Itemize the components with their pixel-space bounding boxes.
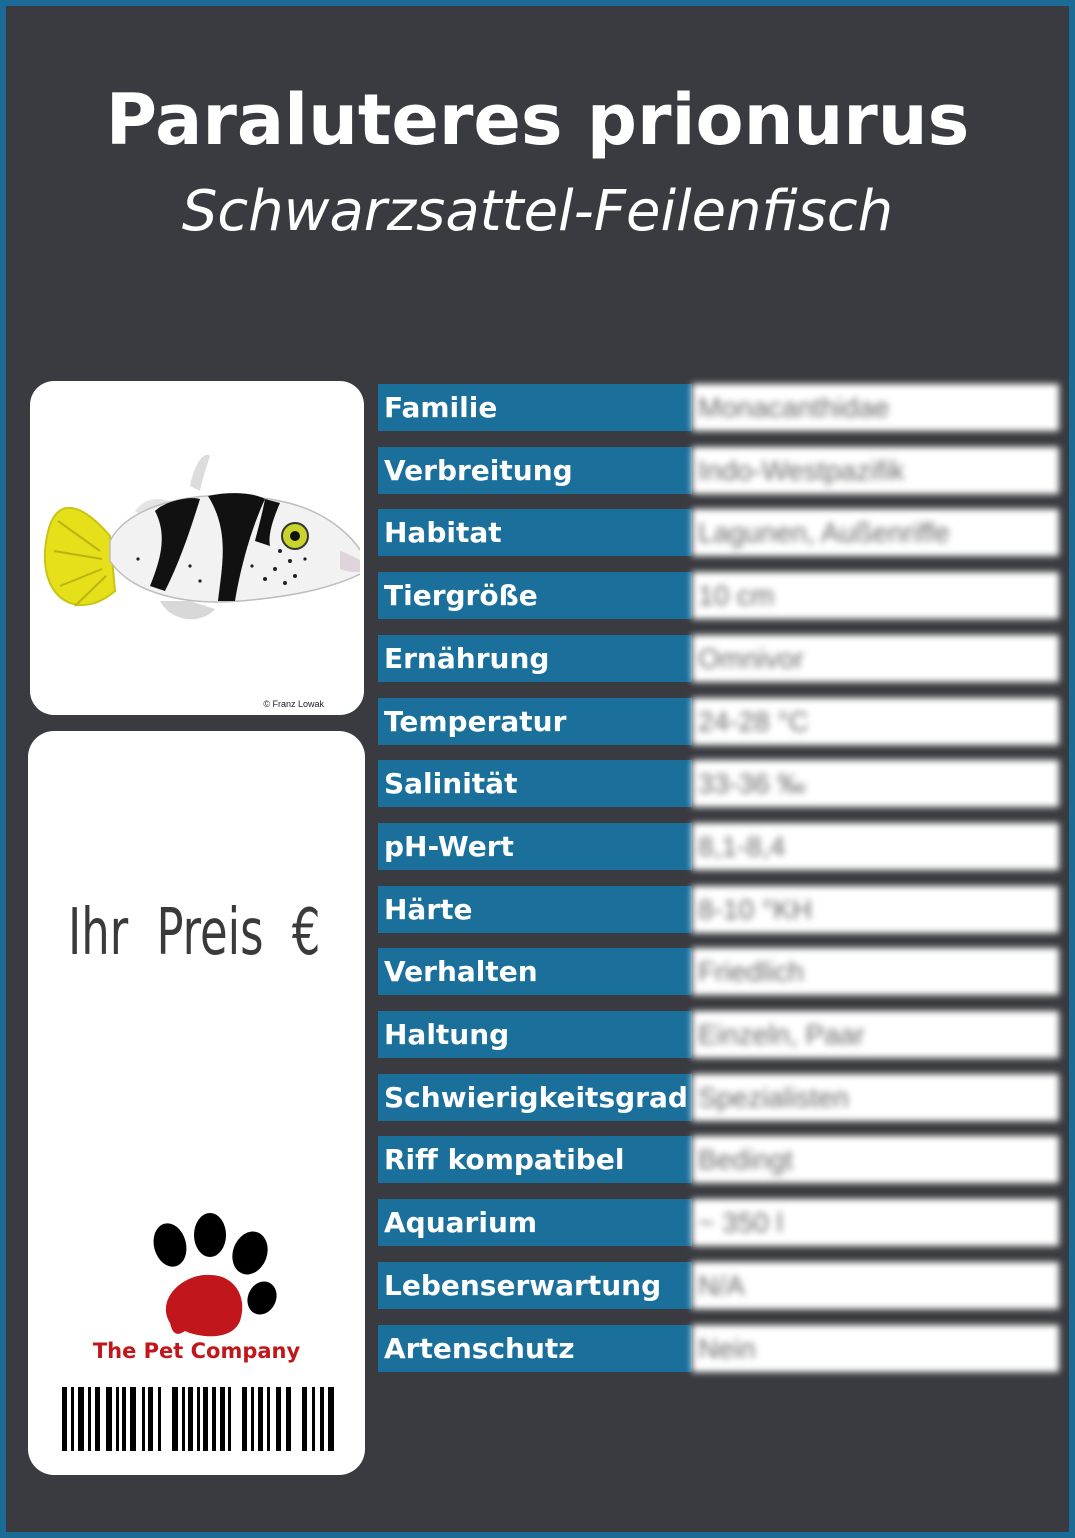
- fact-row: [378, 886, 1059, 933]
- fact-value: 8-10 °KH: [692, 886, 1059, 933]
- fish-illustration-icon: [40, 441, 360, 641]
- photo-credit: © Franz Lowak: [263, 699, 324, 709]
- species-common-name: Schwarzsattel-Feilenfisch: [181, 179, 894, 244]
- fact-value: Nein: [692, 1325, 1059, 1372]
- fact-value: Bedingt: [692, 1136, 1059, 1183]
- fact-row: [378, 1325, 1059, 1372]
- fact-value: 24-28 °C: [692, 698, 1059, 745]
- species-scientific-name: Paraluteres prionurus: [105, 79, 970, 161]
- fact-row: [378, 635, 1059, 682]
- fact-label: Ernährung: [378, 635, 692, 682]
- fact-value: Monacanthidae: [692, 384, 1059, 431]
- fact-row: [378, 1136, 1059, 1183]
- fact-label: Riff kompatibel: [378, 1136, 692, 1183]
- fact-label: Artenschutz: [378, 1325, 692, 1372]
- price-panel: [28, 731, 365, 1475]
- fact-label: Tiergröße: [378, 572, 692, 619]
- fact-value: 10 cm: [692, 572, 1059, 619]
- fact-row: [378, 823, 1059, 870]
- fact-value: 33-36 ‰: [692, 760, 1059, 807]
- price-label: Ihr Preis €: [68, 896, 321, 970]
- fact-value: Spezialisten: [692, 1074, 1059, 1121]
- fact-label: Aquarium: [378, 1199, 692, 1246]
- fact-label: Salinität: [378, 760, 692, 807]
- fact-row: [378, 384, 1059, 431]
- fact-label: Lebenserwartung: [378, 1262, 692, 1309]
- fact-value: Indo-Westpazifik: [692, 447, 1059, 494]
- fact-value: Einzeln, Paar: [692, 1011, 1059, 1058]
- fact-row: [378, 509, 1059, 556]
- fact-value: Lagunen, Außenriffe: [692, 509, 1059, 556]
- fact-row: [378, 1074, 1059, 1121]
- company-name: The Pet Company: [92, 1339, 301, 1363]
- fact-label: Verhalten: [378, 948, 692, 995]
- fact-row: [378, 698, 1059, 745]
- fact-value: ~ 350 l: [692, 1199, 1059, 1246]
- fact-label: Verbreitung: [378, 447, 692, 494]
- fact-label: Familie: [378, 384, 692, 431]
- fact-value: N/A: [692, 1262, 1059, 1309]
- paw-icon: [140, 1213, 290, 1343]
- barcode: [62, 1387, 338, 1451]
- fact-row: [378, 447, 1059, 494]
- fact-label: Härte: [378, 886, 692, 933]
- fact-label: Haltung: [378, 1011, 692, 1058]
- fact-label: Habitat: [378, 509, 692, 556]
- fact-row: [378, 1262, 1059, 1309]
- fact-label: pH-Wert: [378, 823, 692, 870]
- fact-row: [378, 572, 1059, 619]
- fact-row: [378, 948, 1059, 995]
- fact-value: Omnivor: [692, 635, 1059, 682]
- photo-panel: [30, 381, 364, 715]
- fact-label: Temperatur: [378, 698, 692, 745]
- fact-value: 8,1-8,4: [692, 823, 1059, 870]
- fact-row: [378, 1011, 1059, 1058]
- fact-value: Friedlich: [692, 948, 1059, 995]
- fact-row: [378, 760, 1059, 807]
- fact-label: Schwierigkeitsgrad: [378, 1074, 692, 1121]
- fact-row: [378, 1199, 1059, 1246]
